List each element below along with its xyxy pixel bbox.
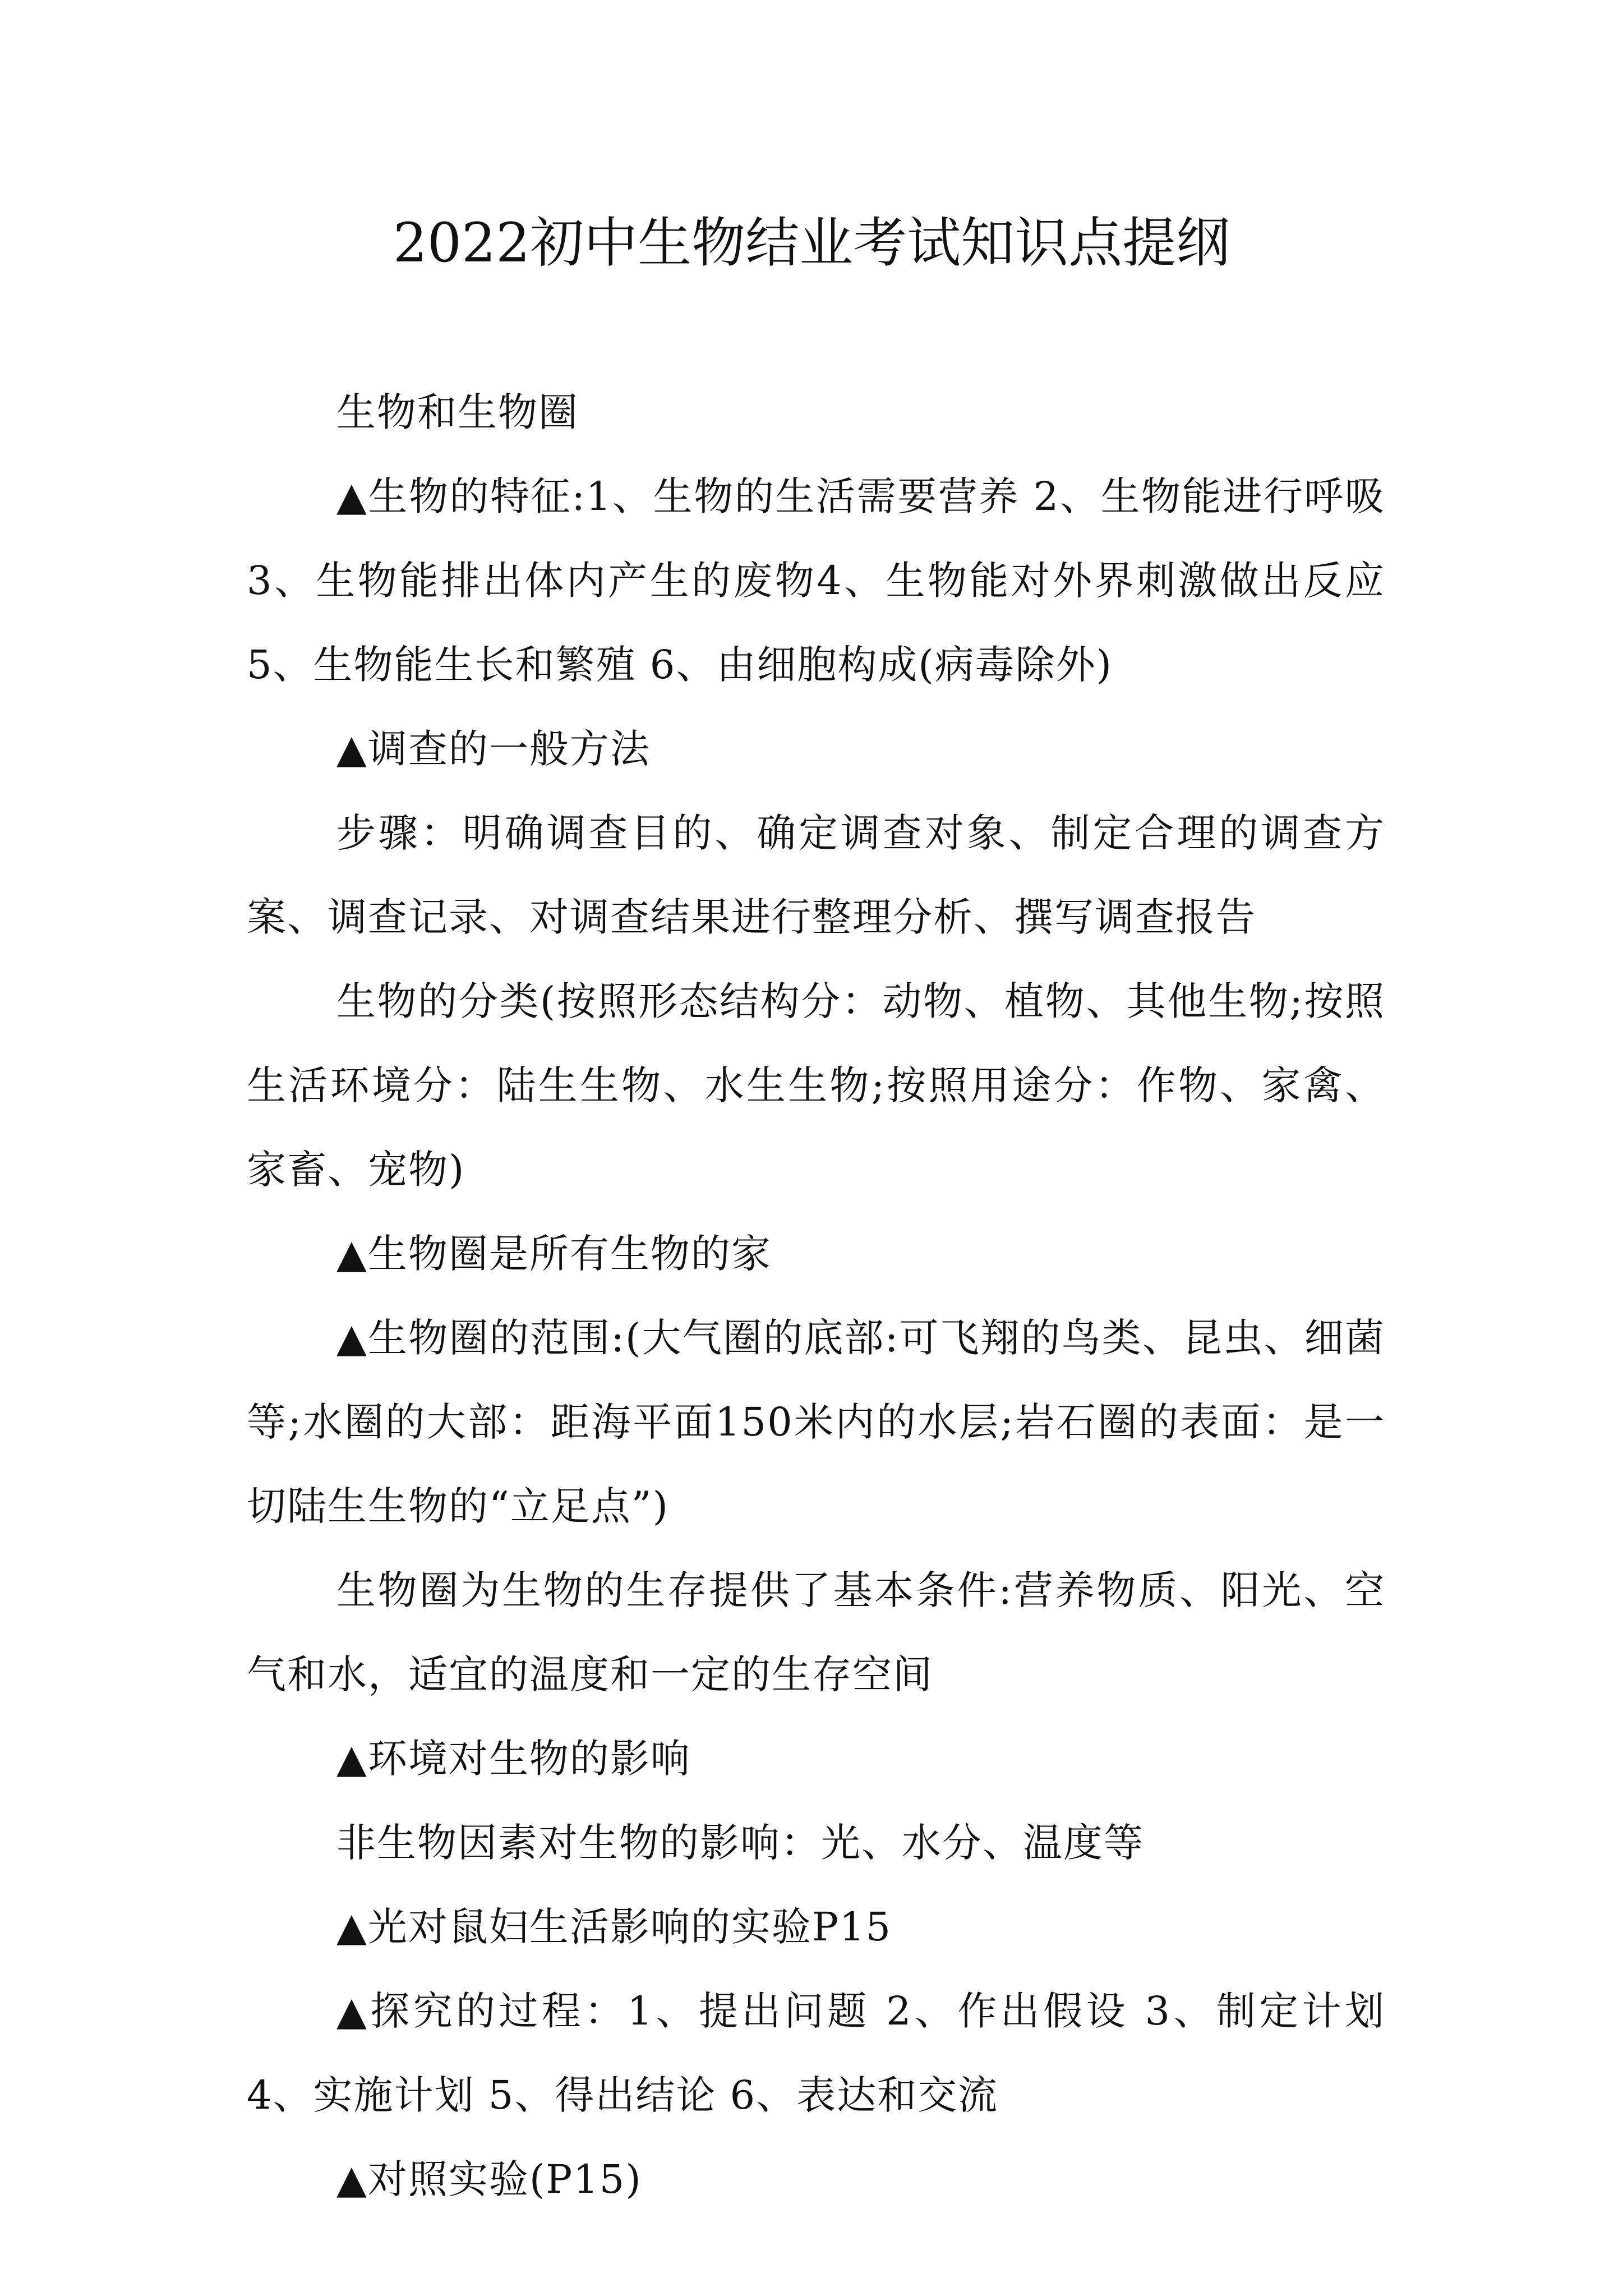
paragraph-basic-conditions: 生物圈为生物的生存提供了基本条件:营养物质、阳光、空气和水，适宜的温度和一定的生存空间 xyxy=(247,1567,1385,1697)
paragraph-biosphere-home: ▲生物圈是所有生物的家 xyxy=(336,1231,772,1277)
paragraph-abiotic-factors: 非生物因素对生物的影响：光、水分、温度等 xyxy=(336,1820,1144,1866)
document-body xyxy=(247,370,1385,2221)
paragraph-biosphere-range: ▲生物圈的范围:(大气圈的底部:可飞翔的鸟类、昆虫、细菌等;水圈的大部：距海平面150米内的水层;岩石圈的表面：是一切陆生生物的“立足点”) xyxy=(247,1315,1385,1529)
document-title: 2022初中生物结业考试知识点提纲 xyxy=(393,211,1230,274)
paragraph-inquiry-process: ▲探究的过程：1、提出问题 2、作出假设 3、制定计划4、实施计划 5、得出结论 6、表达和交流 xyxy=(247,1988,1385,2118)
paragraph-survey-method: ▲调查的一般方法 xyxy=(336,726,651,772)
paragraph-controlled-experiment: ▲对照实验(P15) xyxy=(336,2156,642,2202)
paragraph-survey-steps: 步骤：明确调查目的、确定调查对象、制定合理的调查方案、调查记录、对调查结果进行整理分析、撰写调查报告 xyxy=(247,810,1385,940)
paragraph-section-heading: 生物和生物圈 xyxy=(336,389,579,435)
paragraph-environment-influence: ▲环境对生物的影响 xyxy=(336,1736,691,1782)
paragraph-woodlouse-experiment: ▲光对鼠妇生活影响的实验P15 xyxy=(336,1904,892,1950)
paragraph-characteristics: ▲生物的特征:1、生物的生活需要营养 2、生物能进行呼吸 3、生物能排出体内产生的废物4、生物能对外界刺激做出反应 5、生物能生长和繁殖 6、由细胞构成(病毒除外) xyxy=(247,473,1385,688)
paragraph-classification: 生物的分类(按照形态结构分：动物、植物、其他生物;按照生活环境分：陆生生物、水生生物;按照用途分：作物、家禽、家畜、宠物) xyxy=(247,978,1385,1193)
